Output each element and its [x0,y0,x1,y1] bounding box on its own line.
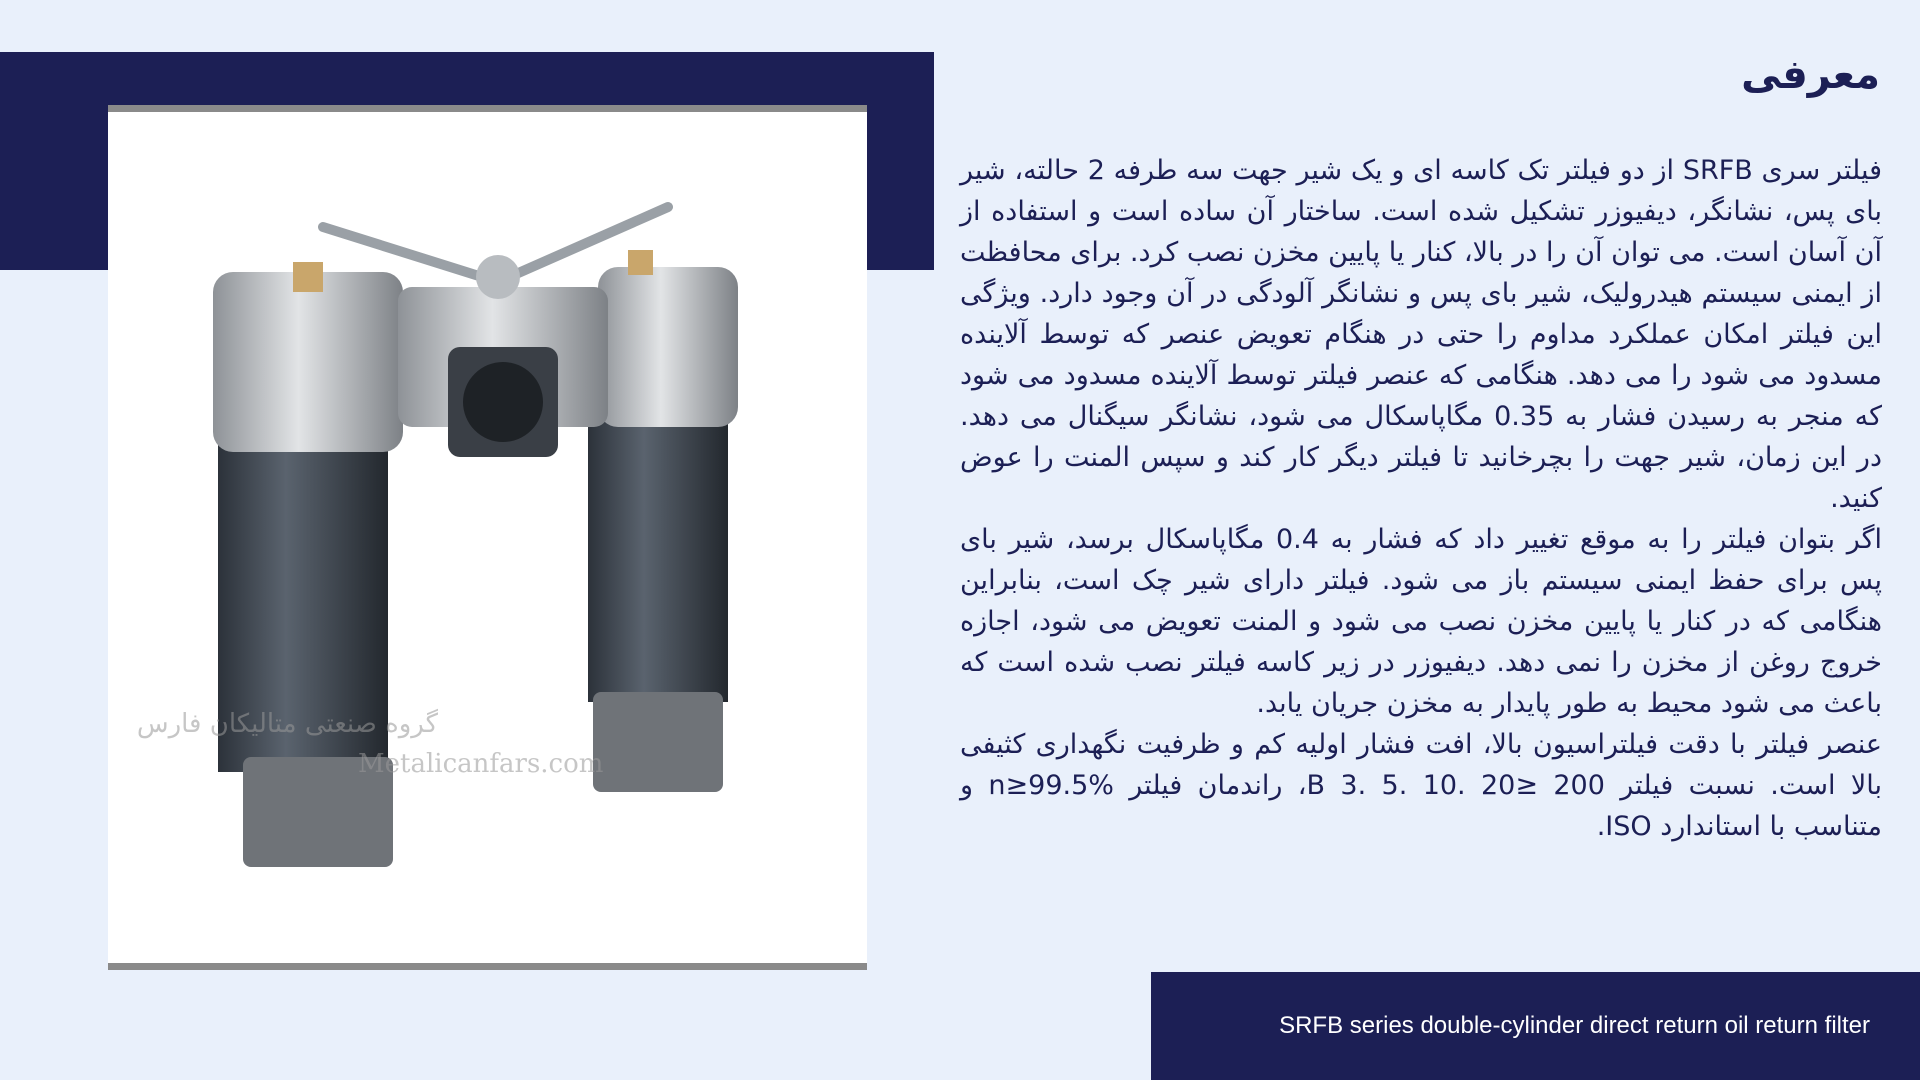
watermark-persian: گروه صنعتی متالیکان فارس [136,709,438,739]
paragraph-1: فیلتر سری SRFB از دو فیلتر تک کاسه ای و یک شیر جهت سه طرفه 2 حالته، شیر بای پس، نشانگر، دیفیوزر تشکیل شده است. ساختار آن ساده است و استفاده از آن آسان است. می توان آن را در بالا، کنار یا پایین مخزن نصب کرد. برای محافظت از ایمنی سیستم هیدرولیک، شیر بای پس و نشانگر آلودگی در آن وجود دارد. ویژگی این فیلتر امکان عملکرد مداوم را حتی در هنگام تعویض عنصر که توسط آلاینده مسدود می شود را می دهد. هنگامی که عنصر فیلتر توسط آلاینده مسدود می شود که منجر به رسیدن فشار به 0.35 مگاپاسکال می شود، نشانگر سیگنال می دهد. در این زمان، شیر جهت را بچرخانید تا فیلتر دیگر کار کند و سپس المنت را عوض کنید. [960,155,1882,514]
description-text [960,150,1882,847]
paragraph-3: عنصر فیلتر با دقت فیلتراسیون بالا، افت فشار اولیه کم و ظرفیت نگهداری کثیفی بالا است. نسبت فیلتر 200 ≤20 .10 .5 .B 3، راندمان فیلتر n≥99.5% و متناسب با استاندارد ISO. [960,729,1883,842]
caption-box [1151,972,1920,1080]
watermark-url: Metalicanfars.com [358,749,604,779]
product-caption: SRFB series double-cylinder direct return oil return filter [1279,1012,1870,1039]
product-image [108,105,867,970]
double-cylinder-filter-illustration [108,112,867,963]
paragraph-2: اگر بتوان فیلتر را به موقع تغییر داد که فشار به 0.4 مگاپاسکال برسد، شیر بای پس برای حفظ ایمنی سیستم باز می شود. فیلتر دارای شیر چک است، بنابراین هنگامی که در کنار یا پایین مخزن نصب می شود و المنت تعویض می شود، اجازه خروج روغن از مخزن را نمی دهد. دیفیوزر در زیر کاسه فیلتر نصب شده است که باعث می شود محیط به طور پایدار به مخزن جریان یابد. [960,524,1882,719]
page-title: معرفی [1741,52,1880,98]
